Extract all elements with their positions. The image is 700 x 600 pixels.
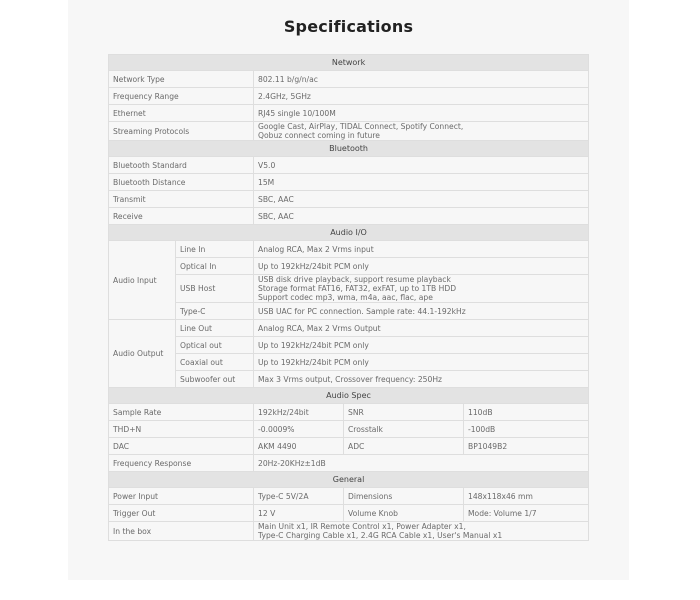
spec-label: Streaming Protocols [109,122,254,141]
value-line: Main Unit x1, IR Remote Control x1, Power Adapter x1, [258,522,466,531]
spec-value: Analog RCA, Max 2 Vrms input [254,241,589,258]
spec-label: Receive [109,208,254,225]
table-row [109,122,589,141]
spec-label: Frequency Range [109,88,254,105]
value-line: Type-C Charging Cable x1, 2.4G RCA Cable x1, User's Manual x1 [258,531,503,540]
section-bluetooth-header: Bluetooth [109,141,589,157]
table-row [109,522,589,541]
spec-value: BP1049B2 [464,438,589,455]
spec-label: In the box [109,522,254,541]
spec-value: Up to 192kHz/24bit PCM only [254,354,589,371]
table-row [109,208,589,225]
spec-value: Mode: Volume 1/7 [464,505,589,522]
spec-label: Sample Rate [109,404,254,421]
value-line: Storage format FAT16, FAT32, exFAT, up to 1TB HDD [258,284,457,293]
table-row [109,455,589,472]
table-row [109,404,589,421]
spec-label: Frequency Response [109,455,254,472]
spec-value: -0.0009% [254,421,344,438]
spec-value: Up to 192kHz/24bit PCM only [254,337,589,354]
table-row [109,71,589,88]
spec-label: Bluetooth Distance [109,174,254,191]
page-title: Specifications [283,17,414,36]
section-network-header: Network [109,55,589,71]
spec-sublabel: Coaxial out [176,354,254,371]
spec-sublabel: Subwoofer out [176,371,254,388]
table-row [109,354,589,371]
spec-value: SBC, AAC [254,208,589,225]
table-row [109,174,589,191]
spec-label: THD+N [109,421,254,438]
spec-label: Volume Knob [344,505,464,522]
spec-sublabel: Optical out [176,337,254,354]
spec-value: Type-C 5V/2A [254,488,344,505]
spec-value: USB UAC for PC connection. Sample rate: 44.1-192kHz [254,303,589,320]
spec-value: SBC, AAC [254,191,589,208]
table-row [109,488,589,505]
spec-label: ADC [344,438,464,455]
table-row [109,241,589,258]
spec-value: 2.4GHz, 5GHz [254,88,589,105]
spec-label: Network Type [109,71,254,88]
spec-sublabel: USB Host [176,275,254,303]
spec-label: Transmit [109,191,254,208]
value-line: USB disk drive playback, support resume playback [258,275,451,284]
spec-sublabel: Type-C [176,303,254,320]
spec-table [108,54,589,541]
spec-value [254,122,589,141]
spec-value: 20Hz-20KHz±1dB [254,455,589,472]
table-row [109,258,589,275]
spec-label: Crosstalk [344,421,464,438]
spec-value: Up to 192kHz/24bit PCM only [254,258,589,275]
table-row [109,157,589,174]
spec-sublabel: Optical In [176,258,254,275]
table-row [109,303,589,320]
spec-value: RJ45 single 10/100M [254,105,589,122]
table-row [109,88,589,105]
spec-value: AKM 4490 [254,438,344,455]
section-audio-spec-header: Audio Spec [109,388,589,404]
spec-value: 192kHz/24bit [254,404,344,421]
spec-value: 15M [254,174,589,191]
table-row [109,438,589,455]
spec-value: Analog RCA, Max 2 Vrms Output [254,320,589,337]
spec-value: -100dB [464,421,589,438]
table-row [109,320,589,337]
audio-output-label: Audio Output [109,320,176,388]
spec-label: Bluetooth Standard [109,157,254,174]
spec-value: 802.11 b/g/n/ac [254,71,589,88]
spec-label: SNR [344,404,464,421]
spec-value: Max 3 Vrms output, Crossover frequency: 250Hz [254,371,589,388]
spec-sublabel: Line In [176,241,254,258]
audio-input-label: Audio Input [109,241,176,320]
table-row [109,505,589,522]
value-line: Qobuz connect coming in future [258,131,380,140]
spec-label: Power Input [109,488,254,505]
table-row [109,191,589,208]
spec-sublabel: Line Out [176,320,254,337]
spec-page [68,0,629,580]
spec-label: Ethernet [109,105,254,122]
spec-label: DAC [109,438,254,455]
section-general-header: General [109,472,589,488]
table-row [109,421,589,438]
value-line: Support codec mp3, wma, m4a, aac, flac, ape [258,293,433,302]
table-row [109,337,589,354]
spec-value [254,522,589,541]
spec-value [254,275,589,303]
value-line: Google Cast, AirPlay, TIDAL Connect, Spotify Connect, [258,122,464,131]
table-row [109,105,589,122]
table-row [109,275,589,303]
spec-value: 12 V [254,505,344,522]
spec-label: Dimensions [344,488,464,505]
section-audio-io-header: Audio I/O [109,225,589,241]
spec-value: V5.0 [254,157,589,174]
table-row [109,371,589,388]
spec-label: Trigger Out [109,505,254,522]
spec-value: 110dB [464,404,589,421]
spec-value: 148x118x46 mm [464,488,589,505]
